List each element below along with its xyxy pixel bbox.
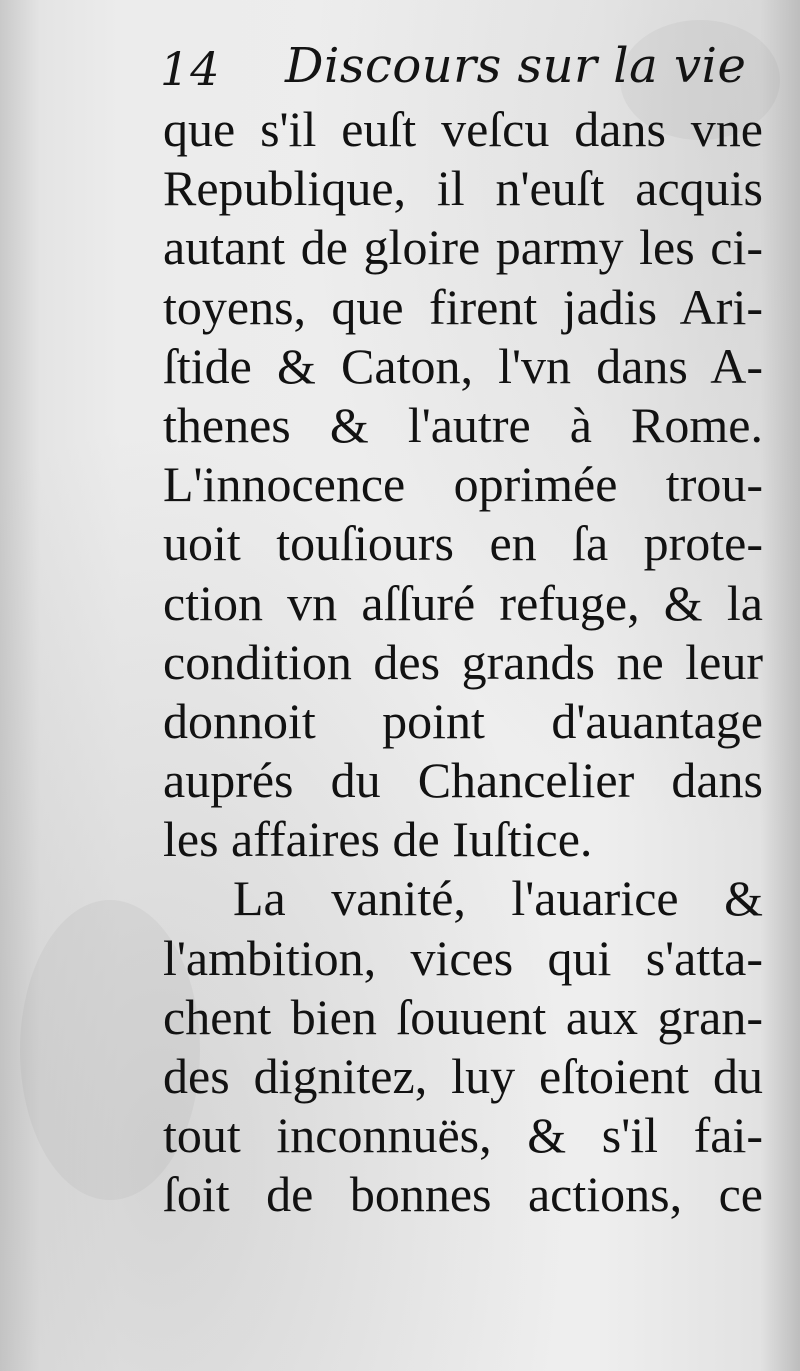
text-line: toyens, que firent jadis Ari- xyxy=(163,278,763,335)
running-head xyxy=(160,32,760,102)
text-line: La vanité, l'auarice & xyxy=(233,870,763,927)
running-title: Discours sur la vie xyxy=(285,38,747,94)
text-line: les affaires de Iuſtice. xyxy=(163,811,593,868)
text-line: l'ambition, vices qui s'atta- xyxy=(163,929,763,986)
text-line: autant de gloire parmy les ci- xyxy=(163,219,763,276)
text-line: uoit touſiours en ſa prote- xyxy=(163,515,763,572)
text-line: auprés du Chancelier dans xyxy=(163,752,763,809)
page-number: 14 xyxy=(160,42,221,96)
text-line: L'innocence oprimée trou- xyxy=(163,456,763,513)
text-line: tout inconnuës, & s'il fai- xyxy=(163,1107,763,1164)
text-line: thenes & l'autre à Rome. xyxy=(163,396,763,453)
text-line: Republique, il n'euſt acquis xyxy=(163,160,763,217)
text-line: des dignitez, luy eſtoient du xyxy=(163,1048,763,1104)
text-line: que s'il euſt veſcu dans vne xyxy=(163,101,763,157)
text-line: donnoit point d'auantage xyxy=(163,692,763,749)
text-line: chent bien ſouuent aux gran- xyxy=(163,988,763,1045)
body-text xyxy=(163,100,763,1225)
text-line: ſtide & Caton, l'vn dans A- xyxy=(163,337,763,394)
text-line: condition des grands ne leur xyxy=(163,633,763,690)
text-line: ction vn aſſuré refuge, & la xyxy=(163,574,763,631)
text-line: ſoit de bonnes actions, ce xyxy=(163,1166,763,1223)
